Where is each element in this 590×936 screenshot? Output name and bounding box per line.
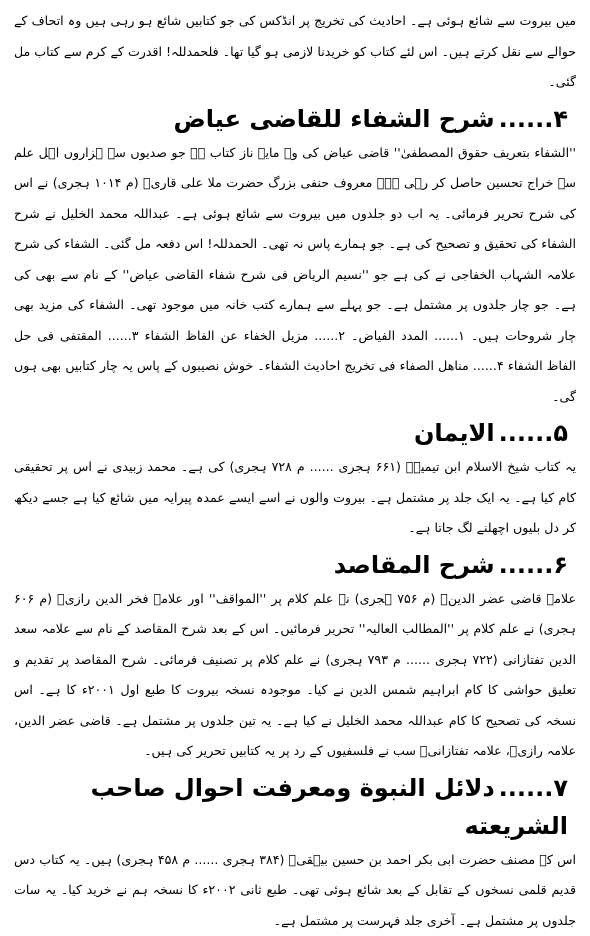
- section-number: ۵......: [499, 419, 568, 447]
- section-body-6: علامہ قاضی عضر الدینؒ (م ۷۵۶ ہجری) نے علم کلام پر ''المواقف'' اور علامہ فخر الدین رازیؒ (م ۶۰۶ ہجری) نے علم کلام پر ''المطالب العالیہ'' تحریر فرمائیں۔ اس کے بعد شرح المقاصد کے نام سے علامہ سعد الدین تفتازانی (۷۲۲ ہجری ...... م ۷۹۳ ہجری) نے علم کلام پر تصنیف فرمائی۔ شرح المقاصد پر تقدیم و تعلیق حواشی کا کام ابراہیم شمس الدین نے کیا۔ موجودہ نسخہ بیروت کا طبع اول ۲۰۰۱ء کا ہے۔ اس نسخہ کی تصحیح کا کام عبداللہ محمد الخلیل نے کیا ہے۔ یہ تین جلدوں پر مشتمل ہے۔ قاضی عضر الدین، علامہ رازیؒ، علامہ تفتازانیؒ سب نے فلسفیوں کے رد پر یہ کتابیں تحریر کی ہیں۔: [14, 584, 576, 767]
- section-title: شرح الشفاء للقاضی عیاض: [173, 105, 494, 133]
- section-title: شرح المقاصد: [334, 551, 495, 579]
- section-title: دلائل النبوة ومعرفت احوال صاحب الشریعته: [91, 774, 568, 840]
- section-heading-6: [14, 546, 576, 584]
- intro-paragraph: میں بیروت سے شائع ہوئی ہے۔ احادیث کی تخریج پر انڈکس کی جو کتابیں شائع ہو رہی ہیں وہ اتحاف کے حوالے سے نقل کرتے ہیں۔ اس لئے کتاب کو خریدنا لازمی ہو گیا تھا۔ فلحمدللہ! اقدرت کے کرم سے کتاب مل گئی۔: [14, 6, 576, 98]
- section-heading-4: [14, 100, 576, 138]
- section-heading-7: [14, 769, 576, 845]
- section-title: الایمان: [414, 419, 495, 447]
- section-number: ۶......: [499, 551, 568, 579]
- section-number: ۴......: [499, 105, 568, 133]
- section-body-7: اس کے مصنف حضرت ابی بکر احمد بن حسین بیہقیؒ (۳۸۴ ہجری ...... م ۴۵۸ ہجری) ہیں۔ یہ کتاب دس قدیم قلمی نسخوں کے تقابل کے بعد شائع ہوئی تھی۔ طبع ثانی ۲۰۰۲ء کا نسخہ ہم نے خرید کیا۔ یہ سات جلدوں پر مشتمل ہے۔ آخری جلد فہرست پر مشتمل ہے۔: [14, 845, 576, 936]
- section-heading-5: [14, 414, 576, 452]
- section-body-5: یہ کتاب شیخ الاسلام ابن تیمیہؒ (۶۶۱ ہجری ...... م ۷۲۸ ہجری) کی ہے۔ محمد زبیدی نے اس پر تحقیقی کام کیا ہے۔ یہ ایک جلد پر مشتمل ہے۔ بیروت والوں نے اسے ایسے عمدہ پیرایہ میں شائع کیا ہے جسے دیکھ کر دل بلیوں اچھلنے لگ جاتا ہے۔: [14, 452, 576, 544]
- section-number: ۷......: [499, 774, 568, 802]
- section-body-4: ''الشفاء بتعریف حقوق المصطفیٰ'' قاضی عیاض کی وہ مایہ ناز کتاب ہے جو صدیوں سے ہزاروں اہل علم سے خراج تحسین حاصل کر رہی ہے۔ معروف حنفی بزرگ حضرت ملا علی قاریؒ (م ۱۰۱۴ ہجری) نے اس کی شرح تحریر فرمائی۔ یہ اب دو جلدوں میں بیروت سے شائع ہوئی ہے۔ عبداللہ محمد الخلیل نے شرح الشفاء کی تحقیق و تصحیح کی ہے۔ جو ہمارے پاس نہ تھی۔ الحمدللہ! اس دفعہ مل گئی۔ الشفاء کی شرح علامہ الشہاب الخفاجی نے کی ہے جو ''نسیم الریاض فی شرح شفاء القاضی عیاض'' کے نام سے بھی کی ہے۔ جو چار جلدوں پر مشتمل ہے۔ جو پہلے سے ہمارے کتب خانہ میں موجود تھی۔ الشفاء کی مزید بھی چار شروحات ہیں۔ ۱...... المدد الفیاض۔ ۲...... مزیل الخفاء عن الفاظ الشفاء ۳...... المقتفی فی حل الفاظ الشفاء ۴...... مناهل الصفاء فی تخریج احادیث الشفاء۔ خوش نصیبوں کے پاس یہ چار کتابیں بھی ہوں گی۔: [14, 138, 576, 413]
